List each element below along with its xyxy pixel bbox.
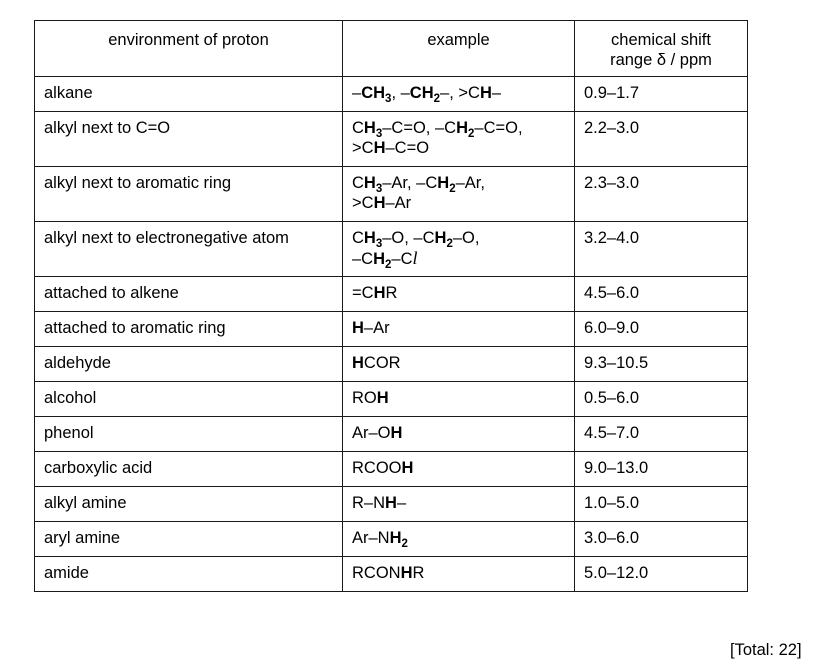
cell-example: $CH_3-Ar$, $-CH_2-Ar$, >CH–Ar [343,167,575,222]
cell-shift: 3.2–4.0 [575,222,748,277]
header-example: example [343,21,575,77]
cell-shift: 2.2–3.0 [575,112,748,167]
cell-example: HCOR [343,347,575,382]
cell-environment: alcohol [35,382,343,417]
cell-shift: 1.0–5.0 [575,487,748,522]
table-row [35,277,748,312]
total-marks: [Total: 22] [730,641,802,659]
cell-environment: alkyl next to aromatic ring [35,167,343,222]
cell-example: $CH_3-C=O$, $-CH_2-C=O$, >CH–C=O [343,112,575,167]
cell-environment: attached to alkene [35,277,343,312]
table-row [35,222,748,277]
cell-example: $Ar-NH_2$ [343,522,575,557]
cell-shift: 9.3–10.5 [575,347,748,382]
cell-example: ROH [343,382,575,417]
table-row [35,487,748,522]
cell-shift: 2.3–3.0 [575,167,748,222]
cell-shift: 3.0–6.0 [575,522,748,557]
cell-environment: aryl amine [35,522,343,557]
cell-environment: amide [35,557,343,592]
cell-shift: 0.5–6.0 [575,382,748,417]
table-row [35,557,748,592]
cell-environment: alkyl next to C=O [35,112,343,167]
header-shift-line2: range δ / ppm [610,51,712,69]
cell-environment: carboxylic acid [35,452,343,487]
header-environment: environment of proton [35,21,343,77]
table-row [35,312,748,347]
table-row [35,452,748,487]
cell-shift: 9.0–13.0 [575,452,748,487]
cell-shift: 4.5–7.0 [575,417,748,452]
table-row [35,347,748,382]
table-row [35,167,748,222]
cell-environment: attached to aromatic ring [35,312,343,347]
table-header-row [35,21,748,77]
nmr-shift-table-container [34,20,748,592]
table-row [35,382,748,417]
cell-example: H–Ar [343,312,575,347]
table-row [35,417,748,452]
cell-example: $CH_3-O$, $-CH_2-O$, $-CH_2-Cl$ [343,222,575,277]
cell-example: RCONHR [343,557,575,592]
cell-shift: 6.0–9.0 [575,312,748,347]
cell-example: =CHR [343,277,575,312]
table-row [35,77,748,112]
nmr-chemical-shift-table [34,20,748,592]
cell-shift: 5.0–12.0 [575,557,748,592]
cell-example: Ar–OH [343,417,575,452]
cell-example: RCOOH [343,452,575,487]
cell-environment: alkane [35,77,343,112]
cell-shift: 0.9–1.7 [575,77,748,112]
cell-environment: alkyl amine [35,487,343,522]
cell-shift: 4.5–6.0 [575,277,748,312]
cell-environment: phenol [35,417,343,452]
cell-example: $-CH_3$, $-CH_2-$, >CH– [343,77,575,112]
header-chemical-shift [575,21,748,77]
table-row [35,112,748,167]
table-row [35,522,748,557]
cell-example: R–NH– [343,487,575,522]
cell-environment: alkyl next to electronegative atom [35,222,343,277]
header-shift-line1: chemical shift [611,31,711,49]
cell-environment: aldehyde [35,347,343,382]
